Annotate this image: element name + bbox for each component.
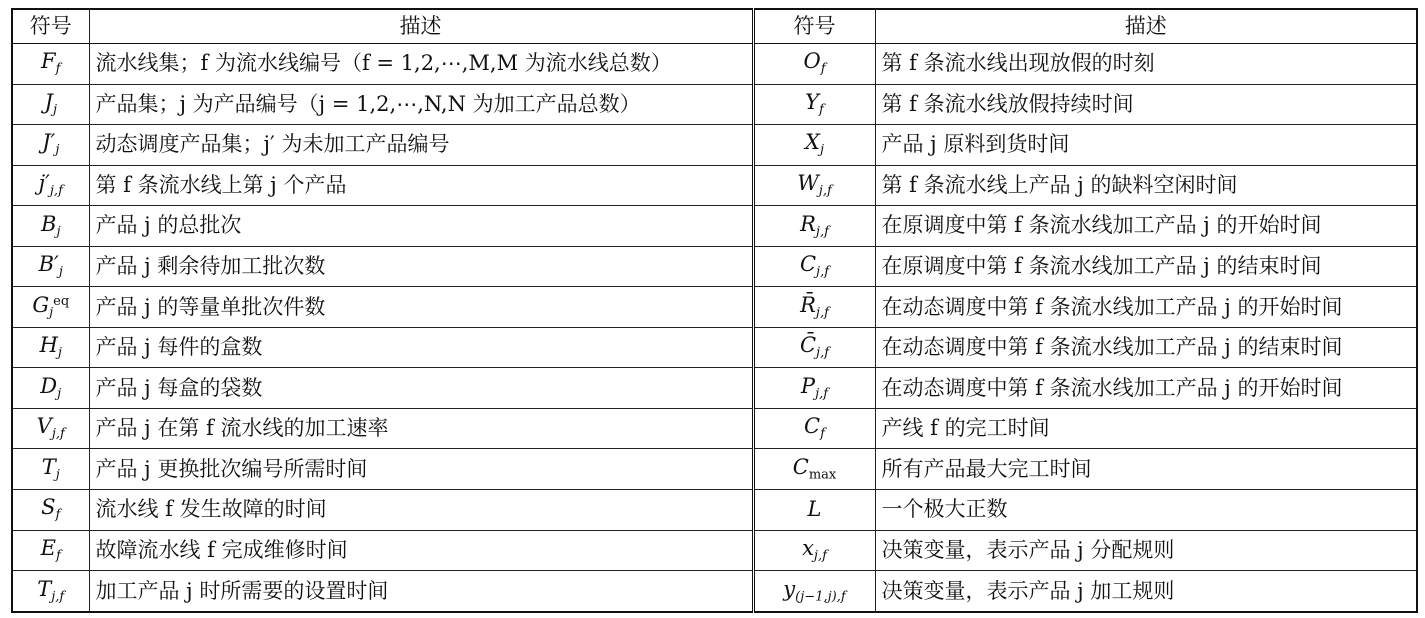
table-row [12, 165, 1417, 206]
left-symbol: $S_f$ [12, 490, 89, 531]
left-symbol: $T_{j,f}$ [12, 571, 89, 612]
table-row [12, 206, 1417, 247]
left-description: 产品 j 更换批次编号所需时间 [89, 449, 753, 490]
left-description: 流水线 f 发生故障的时间 [89, 490, 753, 531]
header-desc-left: 描述 [89, 9, 753, 44]
right-description: 产线 f 的完工时间 [875, 408, 1417, 449]
left-description: 产品 j 的总批次 [89, 206, 753, 247]
left-description: 流水线集；f 为流水线编号（f = 1,2,⋯,M,M 为流水线总数） [89, 44, 753, 85]
right-symbol: $O_f$ [753, 44, 875, 85]
right-symbol: $x_{j,f}$ [753, 530, 875, 571]
right-description: 所有产品最大完工时间 [875, 449, 1417, 490]
left-description: 产品 j 每件的盒数 [89, 327, 753, 368]
left-symbol: $G_j^{eq}$ [12, 287, 89, 328]
right-description: 在动态调度中第 f 条流水线加工产品 j 的开始时间 [875, 368, 1417, 409]
table-row [12, 287, 1417, 328]
header-symbol-right: 符号 [753, 9, 875, 44]
left-symbol: $E_f$ [12, 530, 89, 571]
table-row [12, 327, 1417, 368]
table-row [12, 84, 1417, 125]
right-description: 第 f 条流水线上产品 j 的缺料空闲时间 [875, 165, 1417, 206]
right-symbol: $Y_f$ [753, 84, 875, 125]
left-symbol: $T_j$ [12, 449, 89, 490]
right-description: 一个极大正数 [875, 490, 1417, 531]
right-symbol: L [753, 490, 875, 531]
right-description: 决策变量，表示产品 j 分配规则 [875, 530, 1417, 571]
symbol-table [11, 8, 1418, 613]
left-symbol: $B'_j$ [12, 246, 89, 287]
left-symbol: $J_j$ [12, 84, 89, 125]
right-description: 在原调度中第 f 条流水线加工产品 j 的开始时间 [875, 206, 1417, 247]
right-description: 第 f 条流水线出现放假的时刻 [875, 44, 1417, 85]
left-symbol: $J'_j$ [12, 125, 89, 166]
table-row [12, 408, 1417, 449]
left-description: 加工产品 j 时所需要的设置时间 [89, 571, 753, 612]
right-description: 第 f 条流水线放假持续时间 [875, 84, 1417, 125]
right-description: 在原调度中第 f 条流水线加工产品 j 的结束时间 [875, 246, 1417, 287]
table-row [12, 246, 1417, 287]
left-description: 产品 j 的等量单批次件数 [89, 287, 753, 328]
right-symbol: $C_f$ [753, 408, 875, 449]
right-description: 产品 j 原料到货时间 [875, 125, 1417, 166]
header-row [12, 9, 1417, 44]
left-description: 产品集；j 为产品编号（j = 1,2,⋯,N,N 为加工产品总数） [89, 84, 753, 125]
left-description: 故障流水线 f 完成维修时间 [89, 530, 753, 571]
right-symbol: $C̄_{j,f}$ [753, 327, 875, 368]
right-description: 在动态调度中第 f 条流水线加工产品 j 的结束时间 [875, 327, 1417, 368]
left-symbol: $B_j$ [12, 206, 89, 247]
right-symbol: $y_{(j-1,j),f}$ [753, 571, 875, 612]
table-row [12, 44, 1417, 85]
left-symbol: $V_{j,f}$ [12, 408, 89, 449]
left-description: 动态调度产品集；j′ 为未加工产品编号 [89, 125, 753, 166]
left-description: 产品 j 每盒的袋数 [89, 368, 753, 409]
header-desc-right: 描述 [875, 9, 1417, 44]
left-description: 产品 j 剩余待加工批次数 [89, 246, 753, 287]
table-row [12, 125, 1417, 166]
left-symbol: $D_j$ [12, 368, 89, 409]
left-symbol: $F_f$ [12, 44, 89, 85]
table-row [12, 449, 1417, 490]
right-symbol: $P_{j,f}$ [753, 368, 875, 409]
right-symbol: $X_j$ [753, 125, 875, 166]
left-symbol: $H_j$ [12, 327, 89, 368]
left-description: 第 f 条流水线上第 j 个产品 [89, 165, 753, 206]
right-symbol: $R_{j,f}$ [753, 206, 875, 247]
left-description: 产品 j 在第 f 流水线的加工速率 [89, 408, 753, 449]
right-symbol: $R̄_{j,f}$ [753, 287, 875, 328]
symbol-table-container [11, 8, 1416, 613]
right-description: 在动态调度中第 f 条流水线加工产品 j 的开始时间 [875, 287, 1417, 328]
table-row [12, 530, 1417, 571]
right-symbol: $W_{j,f}$ [753, 165, 875, 206]
header-symbol-left: 符号 [12, 9, 89, 44]
right-description: 决策变量，表示产品 j 加工规则 [875, 571, 1417, 612]
right-symbol: $C_{max}$ [753, 449, 875, 490]
table-row [12, 490, 1417, 531]
right-symbol: $C_{j,f}$ [753, 246, 875, 287]
table-row [12, 571, 1417, 612]
left-symbol: $j'_{j,f}$ [12, 165, 89, 206]
table-row [12, 368, 1417, 409]
